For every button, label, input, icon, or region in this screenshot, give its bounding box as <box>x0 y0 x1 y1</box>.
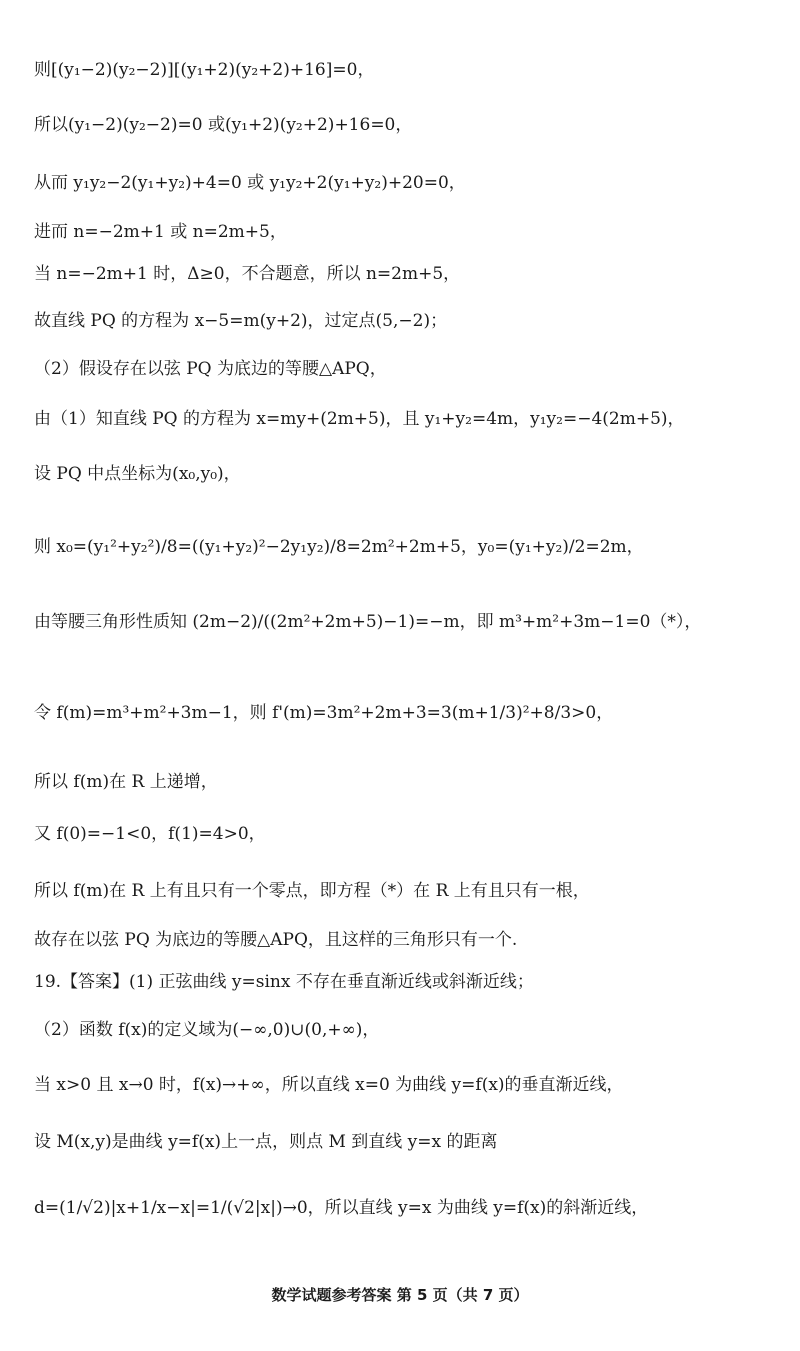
text-line: （2）假设存在以弦 PQ 为底边的等腰△APQ， <box>34 359 387 379</box>
text-line: 则[(y₁−2)(y₂−2)][(y₁+2)(y₂+2)+16]=0， <box>34 60 375 80</box>
text-line: 令 f(m)=m³+m²+3m−1，则 f'(m)=3m²+2m+3=3(m+1/3)²+8/3>0， <box>34 703 614 723</box>
text-line: 所以 f(m)在 R 上递增， <box>34 772 218 792</box>
text-line: 则 x₀=(y₁²+y₂²)/8=((y₁+y₂)²−2y₁y₂)/8=2m²+2m+5，y₀=(y₁+y₂)/2=2m， <box>34 537 644 557</box>
text-line: 设 PQ 中点坐标为(x₀,y₀)， <box>34 464 241 484</box>
text-line: d=(1/√2)|x+1/x−x|=1/(√2|x|)→0，所以直线 y=x 为曲线 y=f(x)的斜渐近线， <box>34 1198 649 1218</box>
text-line: 19.【答案】(1) 正弦曲线 y=sinx 不存在垂直渐近线或斜渐近线； <box>34 972 534 992</box>
text-line: 又 f(0)=−1<0，f(1)=4>0， <box>34 824 266 844</box>
text-line: 当 n=−2m+1 时，Δ≥0，不合题意，所以 n=2m+5， <box>34 264 461 284</box>
text-line: 由（1）知直线 PQ 的方程为 x=my+(2m+5)，且 y₁+y₂=4m，y₁y₂=−4(2m+5)， <box>34 409 685 429</box>
text-line: （2）函数 f(x)的定义域为(−∞,0)∪(0,+∞)， <box>34 1020 380 1040</box>
page-footer: 数学试题参考答案 第 5 页（共 7 页） <box>271 1286 529 1304</box>
text-line: 设 M(x,y)是曲线 y=f(x)上一点，则点 M 到直线 y=x 的距离 <box>34 1132 498 1152</box>
text-line: 当 x>0 且 x→0 时，f(x)→+∞，所以直线 x=0 为曲线 y=f(x)的垂直渐近线， <box>34 1075 624 1095</box>
text-line: 故存在以弦 PQ 为底边的等腰△APQ，且这样的三角形只有一个. <box>34 930 518 950</box>
text-line: 进而 n=−2m+1 或 n=2m+5， <box>34 222 287 242</box>
text-line: 所以 f(m)在 R 上有且只有一个零点，即方程（*）在 R 上有且只有一根， <box>34 881 590 901</box>
text-line: 从而 y₁y₂−2(y₁+y₂)+4=0 或 y₁y₂+2(y₁+y₂)+20=0， <box>34 173 466 193</box>
text-line: 所以(y₁−2)(y₂−2)=0 或(y₁+2)(y₂+2)+16=0， <box>34 115 413 135</box>
text-line: 由等腰三角形性质知 (2m−2)/((2m²+2m+5)−1)=−m，即 m³+m²+3m−1=0（*）， <box>34 612 702 632</box>
text-line: 故直线 PQ 的方程为 x−5=m(y+2)，过定点(5,−2)； <box>34 311 448 331</box>
